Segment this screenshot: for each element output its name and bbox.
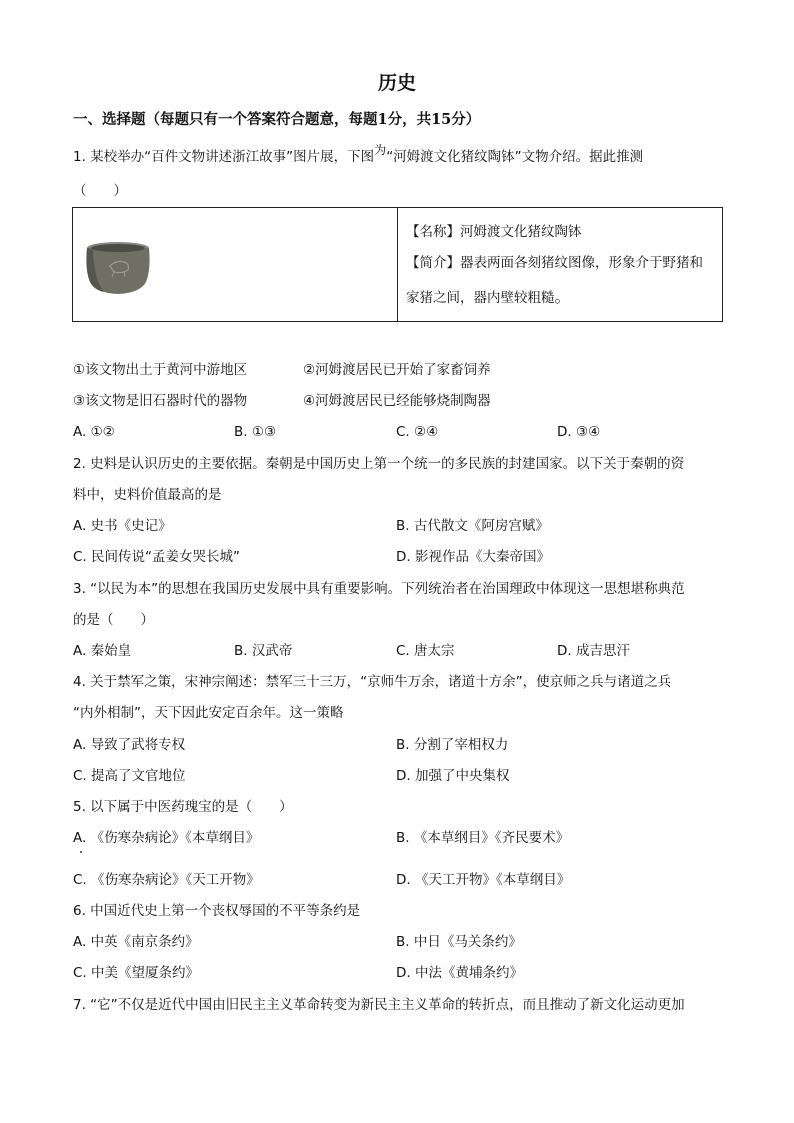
q1-stem-sup: 为 bbox=[374, 143, 387, 157]
q1-stem-a: 1. 某校举办“百件文物讲述浙江故事”图片展，下图 bbox=[73, 149, 375, 165]
pottery-bowl-image bbox=[84, 240, 152, 296]
q5-option-d[interactable]: D. 《天工开物》《本草纲目》 bbox=[396, 872, 571, 888]
q2-option-a[interactable]: A. 史书《史记》 bbox=[73, 518, 172, 534]
q4-option-c[interactable]: C. 提高了文官地位 bbox=[73, 768, 186, 784]
artifact-name: 【名称】河姆渡文化猪纹陶钵 bbox=[406, 224, 582, 240]
q1-option-b[interactable]: B. ①③ bbox=[234, 424, 277, 440]
q5-stem: 5. 以下属于中医药瑰宝的是（ ） bbox=[73, 799, 293, 815]
q2-option-d[interactable]: D. 影视作品《大秦帝国》 bbox=[396, 549, 550, 565]
q1-stem-b: “河姆渡文化猪纹陶钵”文物介绍。据此推测 bbox=[386, 149, 644, 165]
q4-option-d[interactable]: D. 加强了中央集权 bbox=[396, 768, 510, 784]
q3-option-b[interactable]: B. 汉武帝 bbox=[234, 643, 293, 659]
q1-statement-3: ③该文物是旧石器时代的器物 bbox=[73, 393, 248, 409]
q5-option-c[interactable]: C. 《伤寒杂病论》《天工开物》 bbox=[73, 872, 260, 888]
q6-option-c[interactable]: C. 中美《望厦条约》 bbox=[73, 965, 200, 981]
q4-stem-line2: “内外相制”，天下因此安定百余年。这一策略 bbox=[73, 705, 344, 721]
q1-paren: （ ） bbox=[73, 183, 127, 199]
q1-option-c[interactable]: C. ②④ bbox=[396, 424, 439, 440]
q1-stem bbox=[73, 143, 644, 166]
q2-option-b[interactable]: B. 古代散文《阿房宫赋》 bbox=[396, 518, 549, 534]
q3-stem-line2: 的是（ ） bbox=[73, 612, 154, 628]
q3-option-d[interactable]: D. 成吉思汗 bbox=[557, 643, 630, 659]
stray-dot bbox=[80, 851, 82, 853]
q3-option-a[interactable]: A. 秦始皇 bbox=[73, 643, 132, 659]
section-heading: 一、选择题（每题只有一个答案符合题意，每题1分，共15分） bbox=[73, 111, 481, 128]
q2-stem-line1: 2. 史料是认识历史的主要依据。秦朝是中国历史上第一个统一的多民族的封建国家。以下关于秦朝的资 bbox=[73, 456, 685, 472]
q3-stem-line1: 3. “以民为本”的思想在我国历史发展中具有重要影响。下列统治者在治国理政中体现这一思想堪称典范 bbox=[73, 581, 685, 597]
q1-option-d[interactable]: D. ③④ bbox=[557, 424, 601, 440]
q3-option-c[interactable]: C. 唐太宗 bbox=[396, 643, 455, 659]
artifact-intro-line2 bbox=[406, 284, 571, 307]
q1-statement-4: ④河姆渡居民已经能够烧制陶器 bbox=[303, 393, 491, 409]
q7-stem-line1: 7. “它”不仅是近代中国由旧民主主义革命转变为新民主主义革命的转折点，而且推动了新文化运动更加 bbox=[73, 997, 685, 1013]
q6-option-b[interactable]: B. 中日《马关条约》 bbox=[396, 934, 522, 950]
q6-option-a[interactable]: A. 中英《南京条约》 bbox=[73, 934, 199, 950]
q1-statement-1: ①该文物出土于黄河中游地区 bbox=[73, 362, 248, 378]
q4-option-b[interactable]: B. 分割了宰相权力 bbox=[396, 737, 509, 753]
q1-statement-2: ②河姆渡居民已开始了家畜饲养 bbox=[303, 362, 491, 378]
q2-stem-line2: 料中，史料价值最高的是 bbox=[73, 487, 222, 503]
q4-option-a[interactable]: A. 导致了武将专权 bbox=[73, 737, 186, 753]
artifact-intro-line1: 【简介】器表两面各刻猪纹图像，形象介于野猪和 bbox=[406, 255, 703, 271]
q6-option-d[interactable]: D. 中法《黄埔条约》 bbox=[396, 965, 523, 981]
q4-stem-line1: 4. 关于禁军之策，宋神宗阐述：禁军三十三万，“京师牛万余，诸道十方余”，使京师之兵与诸道之兵 bbox=[73, 674, 672, 690]
q2-option-c[interactable]: C. 民间传说“孟姜女哭长城” bbox=[73, 549, 240, 565]
q1-option-a[interactable]: A. ①② bbox=[73, 424, 115, 440]
q6-stem: 6. 中国近代史上第一个丧权辱国的不平等条约是 bbox=[73, 903, 361, 919]
page-title: 历史 bbox=[377, 72, 416, 94]
q5-option-a[interactable]: A. 《伤寒杂病论》《本草纲目》 bbox=[73, 830, 260, 846]
artifact-intro-period: 。 bbox=[554, 287, 571, 306]
q5-option-b[interactable]: B. 《本草纲目》《齐民要术》 bbox=[396, 830, 570, 846]
artifact-intro-line2-text: 家猪之间，器内壁较粗糙 bbox=[406, 290, 555, 306]
